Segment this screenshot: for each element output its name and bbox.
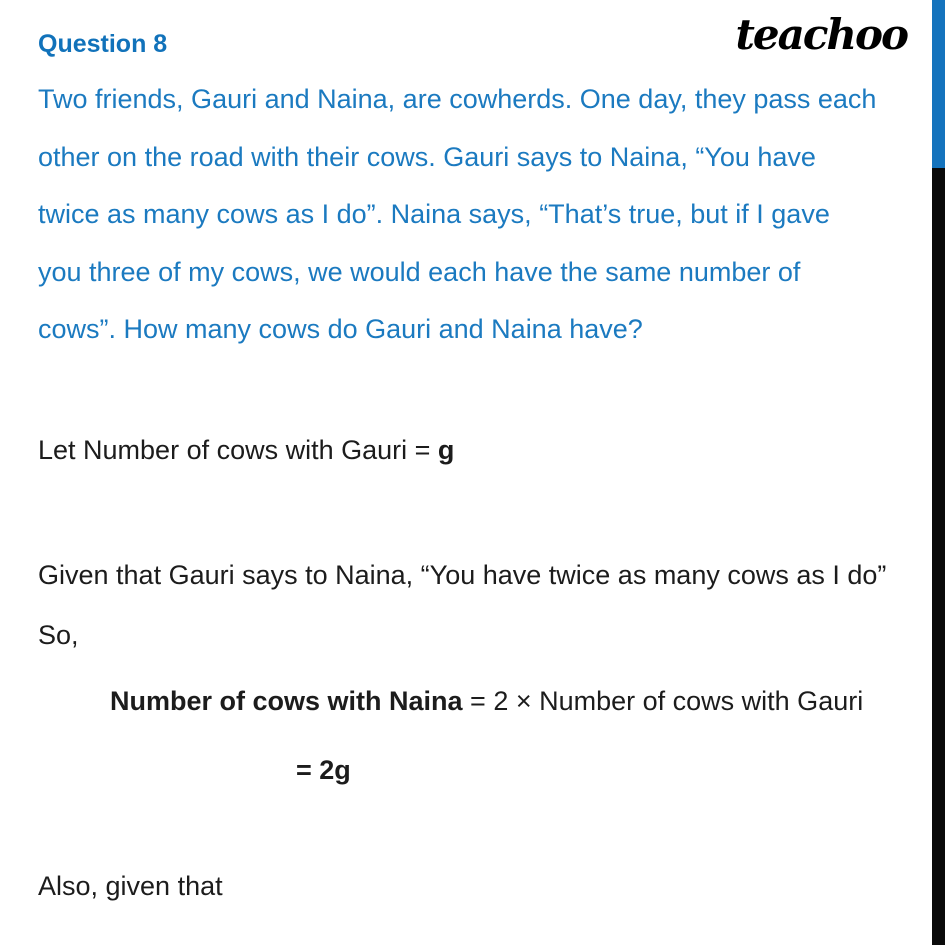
equation-naina [110,685,863,717]
question-line-1: Two friends, Gauri and Naina, are cowherds. One day, they pass each [38,84,877,114]
question-line-4: you three of my cows, we would each have the same number of [38,256,801,287]
question-text [38,71,918,359]
edge-bar-blue-segment [932,0,945,168]
equation-naina-lhs: Number of cows with Naina [110,686,463,716]
let-statement-prefix: Let Number of cows with Gauri = [38,435,438,465]
question-line-2: other on the road with their cows. Gauri says to Naina, “You have [38,141,816,172]
let-statement [38,434,454,466]
question-line-5: cows”. How many cows do Gauri and Naina have? [38,314,643,345]
equation-naina-rhs: = 2 × Number of cows with Gauri [462,686,864,716]
also-given-statement: Also, given that [38,871,223,901]
question-title: Question 8 [38,30,168,58]
so-label: So, [38,620,79,650]
teachoo-logo: teachoo [735,10,907,59]
let-statement-variable: g [437,435,455,465]
equation-2g: = 2g [296,755,351,785]
edge-bar-black-segment [932,168,945,945]
edge-accent-bar [932,0,945,945]
given-statement: Given that Gauri says to Naina, “You have twice as many cows as I do” [38,560,887,590]
question-line-3: twice as many cows as I do”. Naina says, “That’s true, but if I gave [38,199,830,230]
